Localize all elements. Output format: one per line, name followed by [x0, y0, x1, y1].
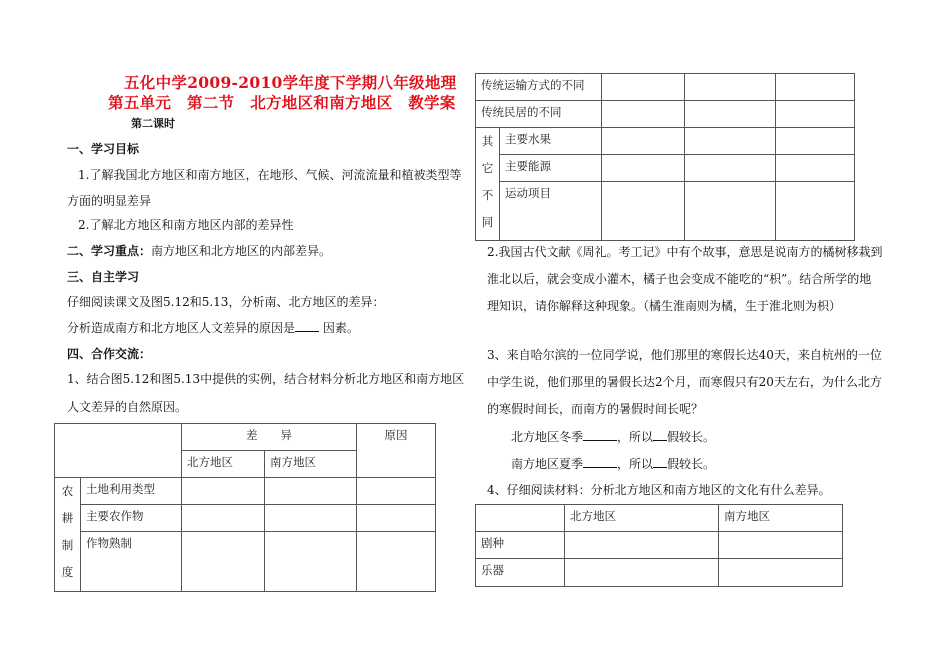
self-study-line-2-text: 分析造成南方和北方地区人文差异的原因是 [67, 321, 296, 335]
cell-reason[interactable] [357, 478, 436, 505]
group-char: 农 [61, 484, 74, 498]
question-1-line-1: 1、结合图5.12和图5.13中提供的实例，结合材料分析北方地区和南方地区 [67, 372, 465, 386]
self-study-line-2-suffix: 因素。 [319, 321, 359, 335]
cell-south[interactable] [719, 559, 843, 587]
fill-text: ，所以 [617, 430, 654, 444]
table-corner-cell [476, 505, 565, 532]
group-label-farming [55, 478, 81, 592]
goal-item-1-cont: 方面的明显差异 [67, 194, 152, 208]
document-subtitle: 第五单元 第二节 北方地区和南方地区 教学案 [108, 93, 456, 112]
header-reason: 原因 [357, 424, 436, 478]
row-label: 乐器 [476, 559, 565, 587]
group-char: 不 [481, 188, 494, 202]
cell-south[interactable] [685, 155, 776, 182]
fill-text: 北方地区冬季 [511, 430, 584, 444]
fill-text: 假较长。 [667, 430, 716, 444]
lesson-label: 第二课时 [131, 117, 175, 130]
header-south: 南方地区 [719, 505, 843, 532]
question-2-line-3: 理知识，请你解释这种现象。（橘生淮南则为橘，生于淮北则为枳） [487, 299, 842, 313]
header-difference: 差 异 [182, 424, 357, 451]
group-char: 其 [481, 134, 494, 148]
cell-south[interactable] [719, 532, 843, 559]
question-4: 4、仔细阅读材料：分析北方地区和南方地区的文化有什么差异。 [487, 483, 831, 497]
cell-south[interactable] [685, 101, 776, 128]
row-label: 传统运输方式的不同 [476, 74, 602, 101]
cell-north[interactable] [182, 478, 265, 505]
group-char: 制 [61, 538, 74, 552]
document-title: 五化中学2009-2010学年度下学期八年级地理 [124, 73, 457, 92]
cell-south[interactable] [685, 128, 776, 155]
row-label: 土地利用类型 [81, 478, 182, 505]
row-label: 运动项目 [500, 182, 602, 241]
key-points [67, 242, 331, 259]
cell-south[interactable] [265, 478, 357, 505]
fill-text: 假较长。 [667, 457, 716, 471]
header-north: 北方地区 [565, 505, 719, 532]
table-corner-cell [55, 424, 182, 478]
cell-north[interactable] [182, 532, 265, 592]
fill-text: ，所以 [617, 457, 654, 471]
cell-reason[interactable] [776, 155, 855, 182]
table-farming-differences [54, 423, 436, 592]
cell-north[interactable] [602, 182, 685, 241]
cell-north[interactable] [565, 559, 719, 587]
question-3-line-1: 3、来自哈尔滨的一位同学说，他们那里的寒假长达40天，来自杭州的一位 [487, 348, 882, 362]
answer-blank[interactable] [583, 455, 617, 468]
section-heading-cooperation: 四、合作交流： [67, 347, 152, 361]
answer-blank[interactable] [653, 455, 667, 468]
question-3-line-2: 中学生说，他们那里的暑假长达2个月，而寒假只有20天左右，为什么北方 [487, 375, 882, 389]
table-culture-differences [475, 504, 843, 587]
goal-item-1: 1.了解我国北方地区和南方地区，在地形、气候、河流流量和植被类型等 [78, 168, 462, 182]
group-char: 度 [61, 565, 74, 579]
cell-south[interactable] [685, 74, 776, 101]
table-other-differences [475, 73, 855, 241]
cell-north[interactable] [602, 101, 685, 128]
fill-text: 南方地区夏季 [511, 457, 584, 471]
row-label: 剧种 [476, 532, 565, 559]
section-heading-goals: 一、学习目标 [67, 142, 140, 156]
group-char: 它 [481, 161, 494, 175]
cell-reason[interactable] [357, 505, 436, 532]
question-2-line-1: 2.我国古代文献《周礼。考工记》中有个故事，意思是说南方的橘树移栽到 [487, 245, 883, 259]
row-label: 主要水果 [500, 128, 602, 155]
cell-south[interactable] [265, 532, 357, 592]
goal-item-2: 2.了解北方地区和南方地区内部的差异性 [78, 218, 294, 232]
row-label: 传统民居的不同 [476, 101, 602, 128]
cell-north[interactable] [182, 505, 265, 532]
answer-blank[interactable] [583, 428, 617, 441]
row-label: 主要能源 [500, 155, 602, 182]
cell-north[interactable] [602, 155, 685, 182]
cell-south[interactable] [265, 505, 357, 532]
cell-reason[interactable] [776, 182, 855, 241]
section-heading-self-study: 三、自主学习 [67, 270, 140, 284]
cell-north[interactable] [602, 128, 685, 155]
cell-reason[interactable] [776, 128, 855, 155]
self-study-line-2 [67, 319, 359, 336]
header-north: 北方地区 [182, 451, 265, 478]
cell-reason[interactable] [776, 101, 855, 128]
group-char: 耕 [61, 511, 74, 525]
row-label: 作物熟制 [81, 532, 182, 592]
group-label-other [476, 128, 500, 241]
cell-reason[interactable] [776, 74, 855, 101]
cell-north[interactable] [565, 532, 719, 559]
question-1-line-2: 人文差异的自然原因。 [67, 400, 188, 414]
section-heading-keypoints: 二、学习重点： [67, 244, 152, 258]
cell-south[interactable] [685, 182, 776, 241]
question-3-line-3: 的寒假时间长，而南方的暑假时间长呢？ [487, 402, 704, 416]
question-2-line-2: 淮北以后，就会变成小灌木，橘子也会变成不能吃的“枳”。结合所学的地 [487, 272, 872, 286]
cell-reason[interactable] [357, 532, 436, 592]
cell-north[interactable] [602, 74, 685, 101]
key-points-text: 南方地区和北方地区的内部差异。 [151, 244, 332, 258]
answer-blank[interactable] [653, 428, 667, 441]
header-south: 南方地区 [265, 451, 357, 478]
self-study-line-1: 仔细阅读课文及图5.12和5.13，分析南、北方地区的差异： [67, 295, 385, 309]
answer-blank[interactable] [295, 319, 319, 332]
row-label: 主要农作物 [81, 505, 182, 532]
group-char: 同 [481, 215, 494, 229]
fill-line-north [511, 428, 715, 445]
fill-line-south [511, 455, 715, 472]
